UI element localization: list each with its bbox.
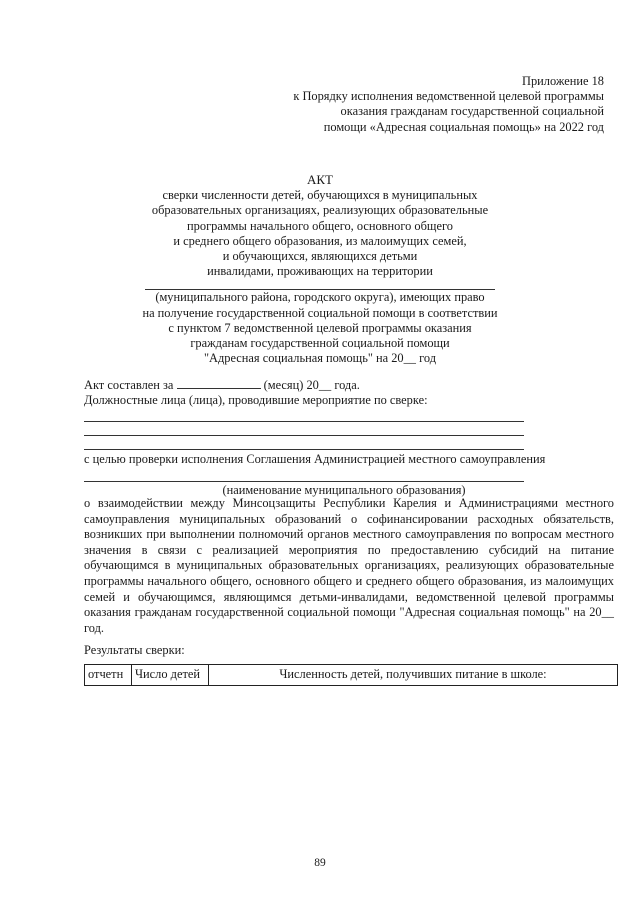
table-header-cell: Численность детей, получивших питание в школе: bbox=[209, 665, 618, 686]
act-subtitle-line: и среднего общего образования, из малоимущих семей, bbox=[173, 233, 467, 248]
body-paragraph bbox=[84, 496, 614, 636]
act-subtitle-line: (муниципального района, городского округа), имеющих право bbox=[155, 290, 485, 305]
act-subtitle-line: на получение государственной социальной помощи в соответствии bbox=[142, 305, 498, 320]
act-subtitle-line: образовательных организациях, реализующих образовательные bbox=[151, 203, 489, 218]
act-title-block bbox=[0, 172, 640, 366]
appendix-line: к Порядку исполнения ведомственной целевой программы bbox=[293, 89, 604, 104]
appendix-header bbox=[293, 74, 604, 135]
appendix-number: Приложение 18 bbox=[522, 74, 604, 88]
table-header-cell: отчетн bbox=[85, 665, 132, 686]
act-subtitle-line: гражданам государственной социальной помощи bbox=[190, 336, 450, 351]
results-label: Результаты сверки: bbox=[84, 643, 185, 657]
act-composed-section bbox=[84, 378, 554, 408]
body-text: о взаимодействии между Минсоцзащиты Республики Карелия и Администрациями местного самоуправления муниципальных образований о софинансировании расходных обязательств, возникших при выполнении полномочий органов местного самоуправления по вопросам местного значения в связи с реализацией мероприятия по предоставлению субсидий на питание обучающимся в муниципальных образовательных организациях, реализующих образовательные программы начального общего, основного общего и среднего общего образования, из малоимущих семей и обучающимся, являющимся детьми-инвалидами, ведомственной целевой программы оказания гражданам государственной социальной помощи "Адресная социальная помощь" на 20__ год. bbox=[84, 496, 614, 635]
officials-blank-line bbox=[84, 435, 524, 436]
act-subtitle-line: программы начального общего, основного общего bbox=[187, 218, 453, 233]
municipality-caption: (наименование муниципального образования) bbox=[222, 483, 466, 497]
appendix-line: помощи «Адресная социальная помощь» на 2022 год bbox=[323, 119, 604, 134]
act-subtitle-line: и обучающихся, являющихся детьми bbox=[222, 249, 418, 264]
page-number: 89 bbox=[314, 857, 326, 869]
municipality-blank-line bbox=[84, 481, 524, 482]
purpose-text: с целью проверки исполнения Соглашения Администрацией местного самоуправления bbox=[84, 452, 546, 466]
officials-blank-line bbox=[84, 449, 524, 450]
officials-label: Должностные лица (лица), проводившие мероприятие по сверке: bbox=[84, 393, 428, 408]
act-period-suffix: (месяц) 20__ года. bbox=[263, 378, 360, 392]
act-subtitle-line: с пунктом 7 ведомственной целевой программы оказания bbox=[168, 320, 472, 335]
results-table bbox=[84, 664, 618, 686]
act-period-row bbox=[84, 378, 554, 393]
month-blank-field bbox=[177, 378, 261, 389]
act-subtitle-line: "Адресная социальная помощь" на 20__ год bbox=[203, 351, 437, 366]
act-title: АКТ bbox=[307, 172, 333, 187]
act-period-prefix: Акт составлен за bbox=[84, 378, 174, 392]
act-subtitle-line: инвалидами, проживающих на территории bbox=[207, 264, 433, 279]
appendix-line: оказания гражданам государственной социальной bbox=[340, 104, 604, 119]
table-header-cell: Число детей bbox=[132, 665, 209, 686]
table-header-row bbox=[85, 665, 618, 686]
officials-blank-line bbox=[84, 421, 524, 422]
territory-blank-line bbox=[145, 283, 495, 290]
act-subtitle-line: сверки численности детей, обучающихся в муниципальных bbox=[162, 188, 478, 203]
